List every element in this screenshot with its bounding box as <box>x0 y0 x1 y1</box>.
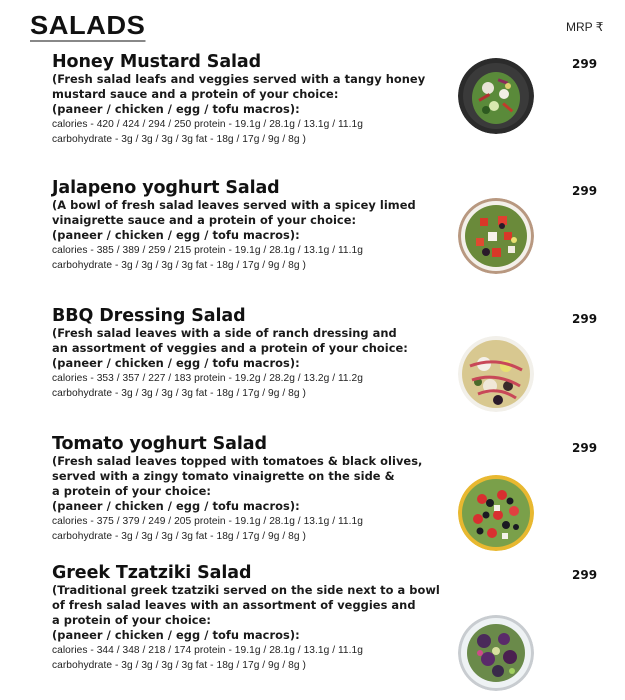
item-macros-line: carbohydrate - 3g / 3g / 3g / 3g fat - 18g / 17g / 9g / 8g ) <box>52 134 306 145</box>
item-description-line: vinaigrette sauce and a protein of your choice: <box>52 213 357 227</box>
item-name: Jalapeno yoghurt Salad <box>52 178 280 198</box>
item-macros-line: calories - 344 / 348 / 218 / 174 protein - 19.1g / 28.1g / 13.1g / 11.1g <box>52 645 363 656</box>
item-description-line: mustard sauce and a protein of your choice: <box>52 87 339 101</box>
item-description-line: (Fresh salad leaves topped with tomatoes & black olives, <box>52 454 423 468</box>
salad-bowl-olives-tomato-icon <box>458 475 534 551</box>
item-price: 299 <box>572 184 598 198</box>
item-name: Greek Tzatziki Salad <box>52 563 252 583</box>
item-price: 299 <box>572 441 598 455</box>
menu-item-tomato-yoghurt-salad <box>52 434 452 544</box>
section-title: SALADS <box>30 10 146 40</box>
item-macros-line: carbohydrate - 3g / 3g / 3g / 3g fat - 18g / 17g / 9g / 8g ) <box>52 531 306 542</box>
item-name: Honey Mustard Salad <box>52 52 262 72</box>
item-macros-line: calories - 385 / 389 / 259 / 215 protein - 19.1g / 28.1g / 13.1g / 11.1g <box>52 245 363 256</box>
menu-item-bbq-dressing-salad <box>52 306 452 401</box>
item-macros-line: calories - 353 / 357 / 227 / 183 protein - 19.2g / 28.2g / 13.2g / 11.2g <box>52 373 363 384</box>
item-description-line: (paneer / chicken / egg / tofu macros): <box>52 228 300 242</box>
item-description-line: (Fresh salad leaves with a side of ranch dressing and <box>52 326 397 340</box>
item-price: 299 <box>572 57 598 71</box>
item-description-line: a protein of your choice: <box>52 484 211 498</box>
item-description-line: (paneer / chicken / egg / tofu macros): <box>52 499 300 513</box>
salad-bowl-purple-greens-icon <box>458 615 534 691</box>
item-description-line: served with a zingy tomato vinaigrette on the side & <box>52 469 395 483</box>
item-macros-line: calories - 420 / 424 / 294 / 250 protein - 19.1g / 28.1g / 13.1g / 11.1g <box>52 119 363 130</box>
item-description-line: (paneer / chicken / egg / tofu macros): <box>52 102 300 116</box>
item-macros-line: carbohydrate - 3g / 3g / 3g / 3g fat - 18g / 17g / 9g / 8g ) <box>52 388 306 399</box>
salad-bowl-bbq-drizzle-icon <box>458 336 534 412</box>
item-description-line: (A bowl of fresh salad leaves served with a spicey limed <box>52 198 416 212</box>
item-macros-line: calories - 375 / 379 / 249 / 205 protein - 19.1g / 28.1g / 13.1g / 11.1g <box>52 516 363 527</box>
item-description-line: (paneer / chicken / egg / tofu macros): <box>52 356 300 370</box>
salad-bowl-tomato-feta-icon <box>458 198 534 274</box>
item-name: Tomato yoghurt Salad <box>52 434 267 454</box>
item-macros-line: carbohydrate - 3g / 3g / 3g / 3g fat - 18g / 17g / 9g / 8g ) <box>52 660 306 671</box>
menu-item-greek-tzatziki-salad <box>52 563 452 673</box>
price-column-label: MRP ₹ <box>566 20 604 34</box>
item-price: 299 <box>572 312 598 326</box>
salad-bowl-dark-plate-icon <box>458 58 534 134</box>
item-description-line: (Traditional greek tzatziki served on the side next to a bowl <box>52 583 440 597</box>
item-price: 299 <box>572 568 598 582</box>
item-description-line: a protein of your choice: <box>52 613 211 627</box>
item-description-line: an assortment of veggies and a protein of your choice: <box>52 341 408 355</box>
item-name: BBQ Dressing Salad <box>52 306 246 326</box>
item-macros-line: carbohydrate - 3g / 3g / 3g / 3g fat - 18g / 17g / 9g / 8g ) <box>52 260 306 271</box>
item-description-line: (paneer / chicken / egg / tofu macros): <box>52 628 300 642</box>
item-description-line: (Fresh salad leafs and veggies served with a tangy honey <box>52 72 426 86</box>
menu-item-honey-mustard-salad <box>52 52 452 147</box>
item-description-line: of fresh salad leaves with an assortment of veggies and <box>52 598 416 612</box>
menu-item-jalapeno-yoghurt-salad <box>52 178 452 273</box>
